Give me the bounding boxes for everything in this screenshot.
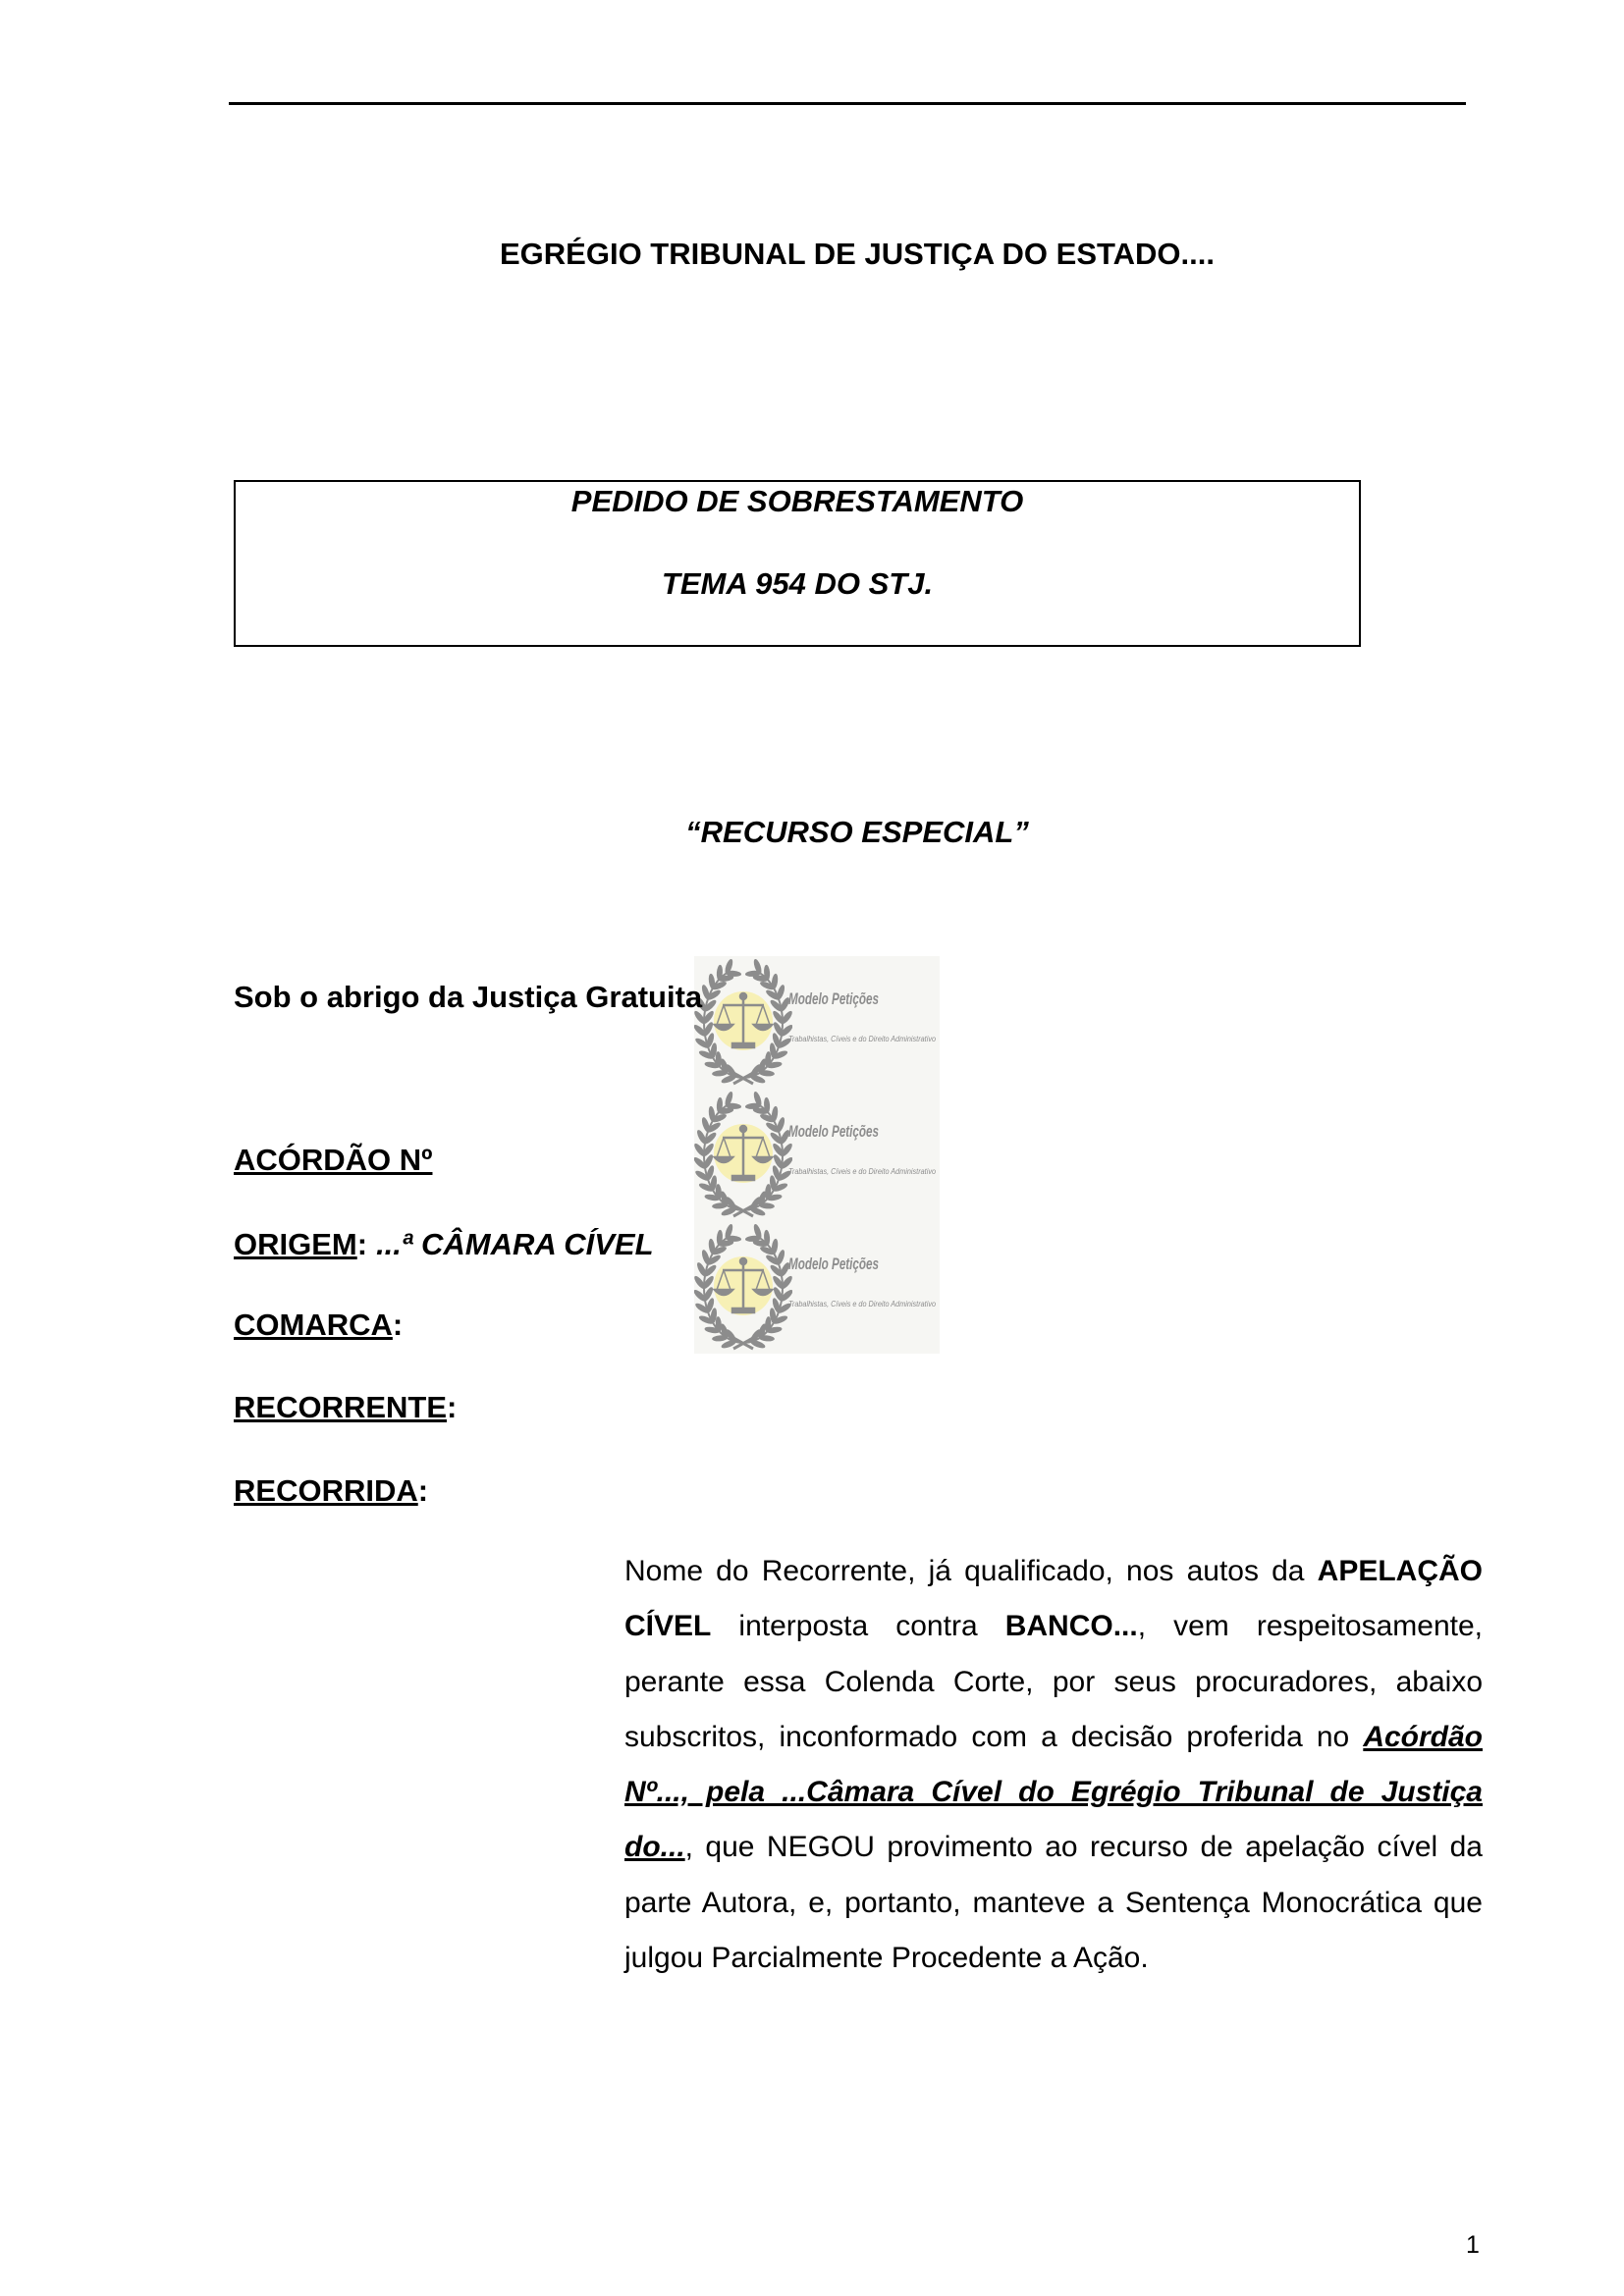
text-run: perante essa Colenda Corte, por seus procuradores, abaixo xyxy=(624,1665,1483,1698)
text-run: Nome do Recorrente, já qualificado, nos autos da xyxy=(624,1555,1318,1587)
label-separator: : xyxy=(392,1308,404,1342)
text-run: parte Autora, e, portanto, manteve a Sentença Monocrática que xyxy=(624,1886,1483,1919)
origem-value: ...ª CÂMARA CÍVEL xyxy=(376,1227,654,1261)
free-justice-note: Sob o abrigo da Justiça Gratuita xyxy=(234,980,703,1014)
paragraph-line xyxy=(624,1710,1483,1765)
request-theme: TEMA 954 DO STJ. xyxy=(661,566,934,601)
origem-label: ORIGEM xyxy=(234,1227,357,1261)
field-recorrente xyxy=(234,1389,457,1426)
paragraph-line xyxy=(624,1544,1483,1599)
text-run-bold: CÍVEL xyxy=(624,1610,712,1643)
watermark-title: Modelo Petições xyxy=(788,989,879,1008)
label-separator: : xyxy=(417,1473,429,1508)
text-run: interposta contra xyxy=(711,1610,1005,1643)
paragraph-line xyxy=(624,1599,1483,1654)
watermark-subtitle: Trabalhistas, Cíveis e do Direito Administrativo xyxy=(788,1035,937,1043)
watermark-subtitle: Trabalhistas, Cíveis e do Direito Administrativo xyxy=(788,1300,937,1308)
watermark-logo xyxy=(694,956,940,1089)
paragraph-line xyxy=(624,1931,1483,1986)
request-box xyxy=(234,480,1361,647)
watermark-subtitle: Trabalhistas, Cíveis e do Direito Administrativo xyxy=(788,1167,937,1176)
recorrida-label: RECORRIDA xyxy=(234,1473,418,1508)
watermark-title: Modelo Petições xyxy=(788,1255,879,1273)
paragraph-line xyxy=(624,1876,1483,1931)
paragraph-line xyxy=(624,1655,1483,1710)
watermark-logo xyxy=(694,1221,940,1354)
text-run: julgou Parcialmente Procedente a Ação. xyxy=(624,1942,1149,1975)
label-separator: : xyxy=(356,1227,368,1261)
header-rule xyxy=(229,102,1466,105)
text-run-bold: BANCO... xyxy=(1004,1610,1138,1643)
paragraph-line xyxy=(624,1765,1483,1820)
label-separator: : xyxy=(447,1390,458,1424)
field-acordao xyxy=(234,1142,432,1179)
text-run-bold: APELAÇÃO xyxy=(1317,1555,1483,1587)
field-recorrida xyxy=(234,1472,428,1510)
paragraph-line xyxy=(624,1820,1483,1875)
watermark-title: Modelo Petições xyxy=(788,1122,879,1141)
page-number: 1 xyxy=(1466,2231,1480,2259)
field-origem xyxy=(234,1226,654,1263)
text-run-emphasis: Acórdão xyxy=(1363,1720,1483,1753)
petition-paragraph xyxy=(624,1544,1483,1986)
request-title: PEDIDO DE SOBRESTAMENTO xyxy=(570,484,1024,518)
text-run-emphasis: Nº..., pela ...Câmara Cível do Egrégio Tribunal de Justiça xyxy=(624,1776,1483,1809)
text-run: , vem respeitosamente, xyxy=(1137,1610,1484,1643)
text-run: , que NEGOU provimento ao recurso de apelação cível da xyxy=(684,1831,1483,1864)
text-run-emphasis: do... xyxy=(624,1831,685,1864)
text-run: subscritos, inconformado com a decisão proferida no xyxy=(624,1720,1364,1753)
watermark-logo xyxy=(694,1089,940,1221)
recorrente-label: RECORRENTE xyxy=(234,1390,448,1424)
field-comarca xyxy=(234,1307,403,1344)
appeal-title: “RECURSO ESPECIAL” xyxy=(685,815,1029,849)
acordao-label: ACÓRDÃO Nº xyxy=(234,1143,433,1177)
comarca-label: COMARCA xyxy=(234,1308,393,1342)
court-heading: EGRÉGIO TRIBUNAL DE JUSTIÇA DO ESTADO.... xyxy=(500,237,1215,271)
